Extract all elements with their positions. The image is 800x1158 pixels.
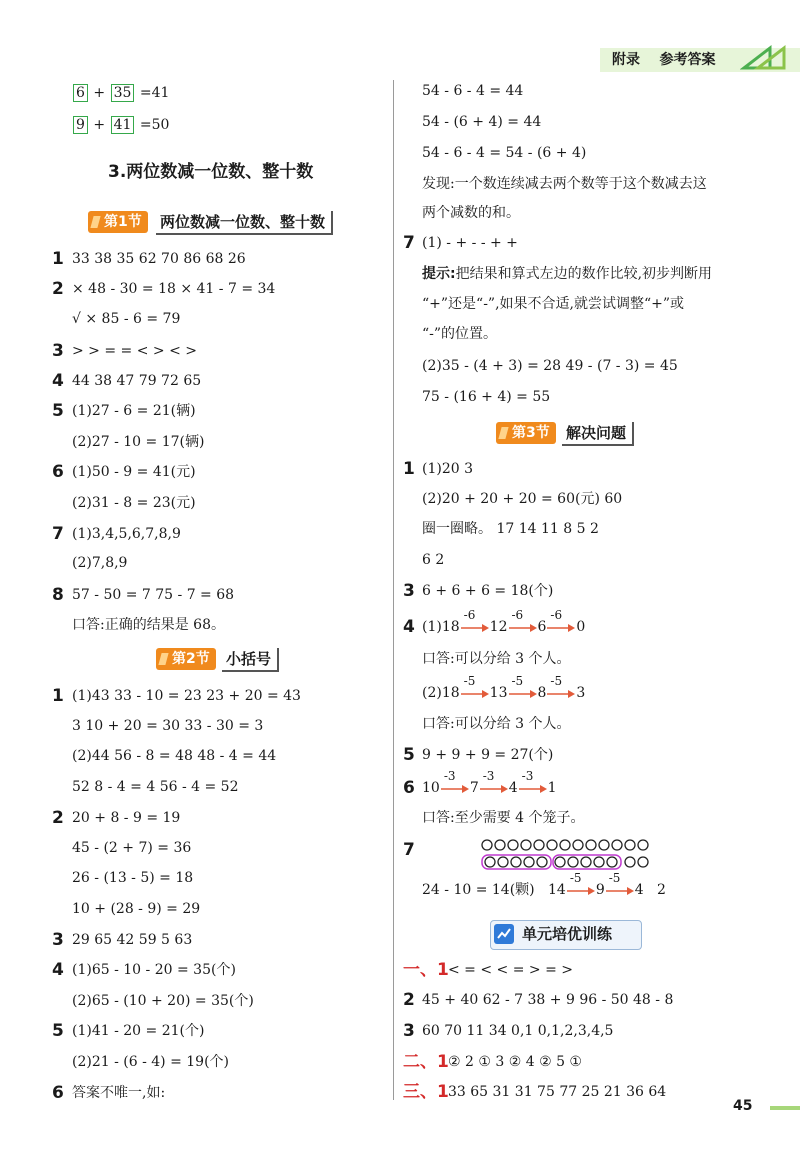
q7-answer: (1) - + - - + + [422,235,518,251]
answer-line: 发现:一个数连续减去两个数等于这个数减去这 [422,176,707,192]
chain-number: 4 [634,882,644,898]
answer-box: 35 [111,84,135,102]
answer-line: (2)31 - 8 = 23(元) [72,495,196,511]
answer-line: 57 - 50 = 7 75 - 7 = 68 [72,587,235,603]
chain-number: 4 [508,780,518,796]
q6-answer: 口答:至少需要 4 个笼子。 [422,810,585,826]
q7b-tail: 2 [657,882,666,898]
right-arrow-icon [460,623,490,633]
section-badge-2: 第2节 [156,648,216,670]
chain-number: 13 [489,685,508,701]
step-arrow [508,608,538,637]
question-number: 7 [52,524,64,544]
answer-line: (1)50 - 9 = 41(元) [72,464,196,480]
answer-line: (1)3,4,5,6,7,8,9 [72,526,181,542]
header-title [612,50,716,70]
question-number: 5 [52,1021,64,1041]
step-label: -3 [521,769,534,783]
step-arrow [518,769,548,798]
answer-line: 45 + 40 62 - 7 38 + 9 96 - 50 48 - 8 [422,992,674,1008]
answer-line: 6 2 [422,552,445,568]
answer-line: (1)41 - 20 = 21(个) [72,1023,205,1039]
question-number: 2 [52,279,64,299]
answer-line: 3 10 + 20 = 30 33 - 30 = 3 [72,718,264,734]
answer-line: 33 38 35 62 70 86 68 26 [72,251,246,267]
chain-number: 18 [441,619,460,635]
question-number: 二、1 [403,1052,449,1072]
question-number: 8 [52,585,64,605]
question-number: 2 [403,990,415,1010]
hint-line-2: “+”还是“-”,如果不合适,就尝试调整“+”或 [422,296,685,312]
right-arrow-icon [518,784,548,794]
part-prefix: (2) [422,685,442,701]
step-label: -6 [463,608,476,622]
right-arrow-icon [508,623,538,633]
answer-box: 9 [73,116,88,134]
question-number: 一、1 [403,960,449,980]
answer-line: (2)44 56 - 8 = 48 48 - 4 = 44 [72,748,277,764]
right-arrow-icon [479,784,509,794]
question-number: 4 [52,371,64,391]
q7-part2-line-1: (2)35 - (4 + 3) = 28 49 - (7 - 3) = 45 [422,358,678,374]
chain-number: 3 [576,685,586,701]
q5-answer: 9 + 9 + 9 = 27(个) [422,747,554,763]
question-number: 4 [403,617,415,637]
answer-line: 33 65 31 31 75 77 25 21 36 64 [448,1084,667,1100]
question-number: 3 [52,341,64,361]
step-label: -5 [463,674,476,688]
header-appendix: 附录 [612,52,640,68]
q4-answer-2: 口答:可以分给 3 个人。 [422,716,571,732]
hint-line-3: “-”的位置。 [422,326,498,342]
step-label: -5 [608,871,621,885]
step-arrow [546,608,576,637]
question-number: 3 [403,1021,415,1041]
column-divider [393,80,394,1100]
chain-number: 14 [548,882,566,898]
question-number: 2 [52,808,64,828]
right-arrow-icon [546,689,576,699]
answer-line: (1)20 3 [422,461,474,477]
left-top-line-1: 6 + 35 =41 [72,83,169,103]
answer-line: (1)27 - 6 = 21(辆) [72,403,196,419]
hint-line-1: 提示:把结果和算式左边的数作比较,初步判断用 [422,266,713,282]
section-name-1: 两位数减一位数、整十数 [156,211,333,235]
ruler-logo-icon [740,44,790,72]
answer-line: √ × 85 - 6 = 79 [72,311,181,327]
answer-line: 两个减数的和。 [422,205,520,221]
right-arrow-icon [508,689,538,699]
chain-number: 18 [441,685,460,701]
answer-line: (2)21 - (6 - 4) = 19(个) [72,1054,230,1070]
page-bar [770,1106,800,1110]
step-arrow [460,608,490,637]
step-label: -3 [482,769,495,783]
chain-number: 10 [422,780,440,796]
left-top-line-2: 9 + 41 =50 [72,115,169,135]
unit-title: 单元培优训练 [522,925,613,943]
section-badge-1: 第1节 [88,211,148,233]
page-number: 45 [733,1098,753,1114]
step-arrow [605,871,635,900]
hint-label: 提示: [422,266,456,282]
answer-line: (2)20 + 20 + 20 = 60(元) 60 [422,491,623,507]
section-name-3: 解决问题 [562,422,634,446]
step-label: -6 [511,608,524,622]
answer-line: 54 - 6 - 4 = 54 - (6 + 4) [422,145,587,161]
answer-line: 20 + 8 - 9 = 19 [72,810,181,826]
right-arrow-icon [605,886,635,896]
answer-line: < = < < = > = > [448,962,573,978]
answer-line: 44 38 47 79 72 65 [72,373,202,389]
question-number: 1 [52,686,64,706]
answer-line: 10 + (28 - 9) = 29 [72,901,201,917]
answer-line: 29 65 42 59 5 63 [72,932,193,948]
step-arrow [479,769,509,798]
answer-line: 60 70 11 34 0,1 0,1,2,3,4,5 [422,1023,614,1039]
step-arrow [460,674,490,703]
chain-number: 9 [595,882,605,898]
step-label: -6 [550,608,563,622]
right-arrow-icon [566,886,596,896]
q7b-equation: 24 - 10 = 14(颗) [422,882,535,898]
answer-line: 圈一圈略。 17 14 11 8 5 2 [422,521,599,537]
q7-part2-line-2: 75 - (16 + 4) = 55 [422,389,551,405]
answer-line: (2)7,8,9 [72,555,128,571]
header-answers: 参考答案 [659,52,716,68]
right-arrow-icon [546,623,576,633]
answer-line: × 48 - 30 = 18 × 41 - 7 = 34 [72,281,276,297]
answer-line: 口答:正确的结果是 68。 [72,617,225,633]
chain-number: 1 [547,780,557,796]
question-number: 三、1 [403,1082,449,1102]
answer-line: 45 - (2 + 7) = 36 [72,840,192,856]
question-number: 6 [52,462,64,482]
question-number: 7 [403,233,415,253]
answer-line: 52 8 - 4 = 4 56 - 4 = 52 [72,779,239,795]
section-name-2: 小括号 [222,648,279,672]
question-number: 3 [52,930,64,950]
chain-number: 7 [469,780,479,796]
question-number: 1 [403,459,415,479]
right-arrow-icon [460,689,490,699]
chart-trend-icon [494,924,514,944]
chain-number: 12 [489,619,508,635]
part-prefix: (1) [422,619,442,635]
answer-box: 6 [73,84,88,102]
q6-chain [422,769,557,798]
answer-line: 54 - 6 - 4 = 44 [422,83,524,99]
question-number: 3 [403,581,415,601]
chain-number: 6 [537,619,547,635]
answer-line: (2)27 - 10 = 17(辆) [72,434,205,450]
q4-chain-2 [422,674,586,703]
step-label: -3 [443,769,456,783]
step-arrow [508,674,538,703]
answer-line: 答案不唯一,如: [72,1085,166,1101]
answer-line: 54 - (6 + 4) = 44 [422,114,542,130]
q7b-line [422,871,666,900]
answer-line: 26 - (13 - 5) = 18 [72,870,194,886]
step-arrow [440,769,470,798]
answer-line: > > = = < > < > [72,343,197,359]
question-number: 6 [52,1083,64,1103]
q3-answer: 6 + 6 + 6 = 18(个) [422,583,554,599]
step-label: -5 [569,871,582,885]
answer-line: (1)43 33 - 10 = 23 23 + 20 = 43 [72,688,301,704]
section-badge-3: 第3节 [496,422,556,444]
answer-line: ② 2 ① 3 ② 4 ② 5 ① [448,1054,582,1070]
circles-diagram [480,838,660,872]
question-number: 6 [403,778,415,798]
step-arrow [566,871,596,900]
right-arrow-icon [440,784,470,794]
answer-line: (2)65 - (10 + 20) = 35(个) [72,993,254,1009]
answer-line: (1)65 - 10 - 20 = 35(个) [72,962,236,978]
answer-box: 41 [111,116,135,134]
question-number: 5 [403,745,415,765]
chain-number: 8 [537,685,547,701]
step-label: -5 [550,674,563,688]
step-label: -5 [511,674,524,688]
question-number: 1 [52,249,64,269]
question-number: 7 [403,840,415,860]
step-arrow [546,674,576,703]
chapter-title: 3.两位数减一位数、整十数 [108,162,314,182]
q4-chain-1 [422,608,586,637]
question-number: 4 [52,960,64,980]
question-number: 5 [52,401,64,421]
q4-answer-1: 口答:可以分给 3 个人。 [422,651,571,667]
chain-number: 0 [576,619,586,635]
